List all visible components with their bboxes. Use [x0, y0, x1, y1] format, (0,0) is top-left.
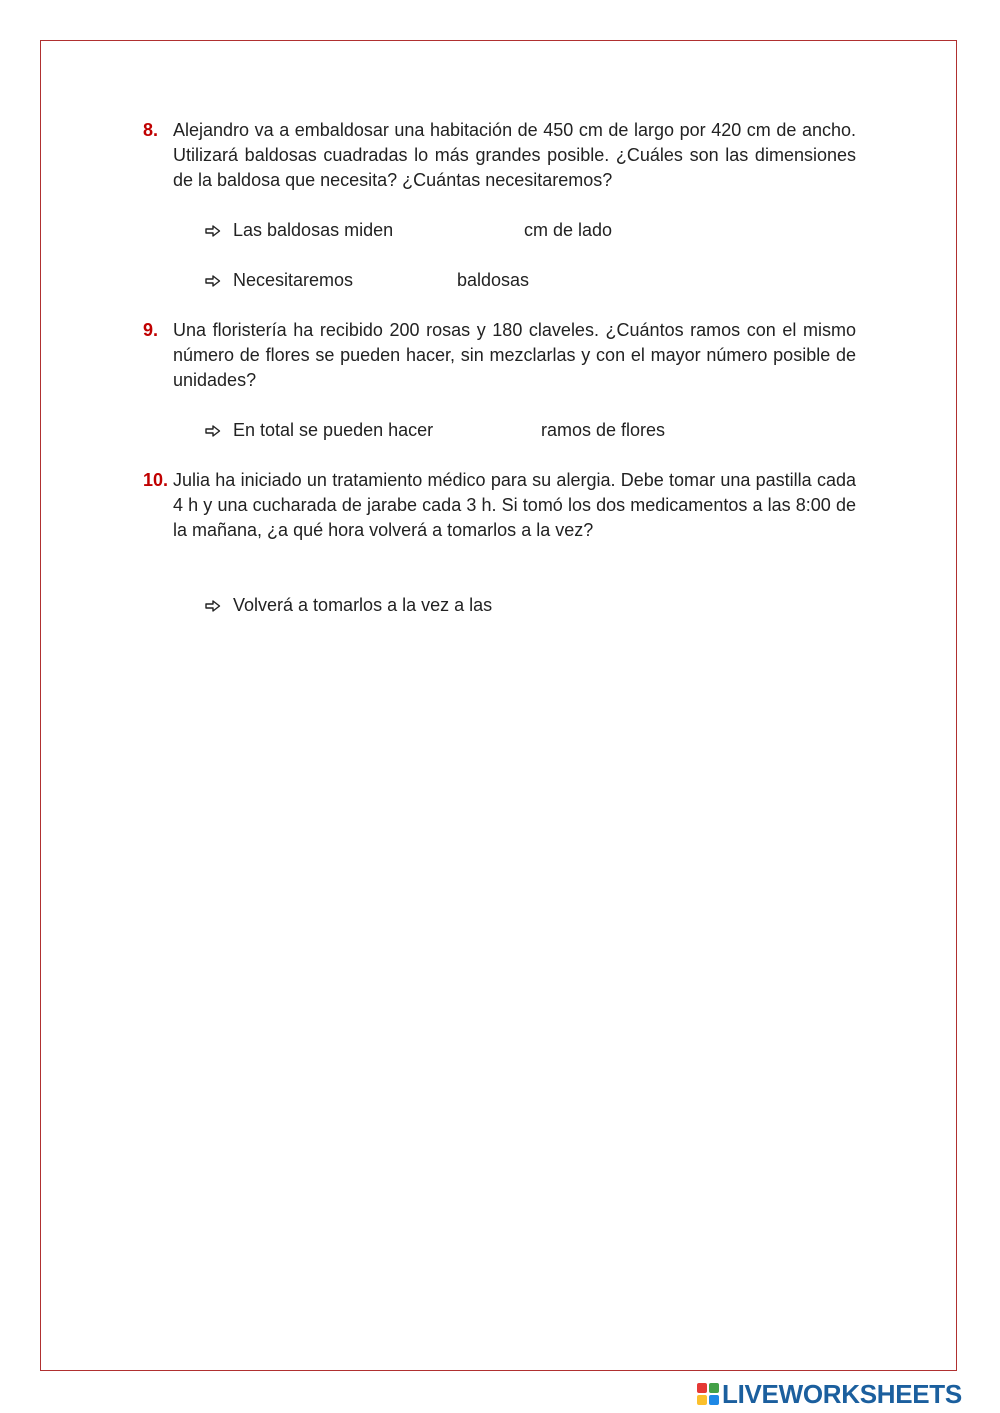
answer-prefix: Volverá a tomarlos a la vez a las [233, 595, 493, 615]
arrow-right-icon [205, 593, 221, 618]
question-9 [143, 318, 856, 393]
answer-suffix: baldosas [457, 270, 530, 290]
answer-prefix: En total se pueden hacer [233, 420, 434, 440]
question-8 [143, 118, 856, 193]
answer-prefix: Las baldosas miden [233, 220, 394, 240]
logo-text: LIVEWORKSHEETS [722, 1379, 962, 1409]
answer-suffix: ramos de flores [541, 420, 666, 440]
arrow-right-icon [205, 418, 221, 443]
arrow-right-icon [205, 268, 221, 293]
question-text: Alejandro va a embaldosar una habitación de 450 cm de largo por 420 cm de ancho. Utilizará baldosas cuadradas lo más grandes posible. ¿Cuáles son las dimensiones de la baldosa que necesita? ¿Cuántas necesitaremos? [173, 120, 856, 190]
answer-suffix: cm de lado [524, 220, 613, 240]
page-frame [40, 40, 957, 1371]
question-text: Julia ha iniciado un tratamiento médico para su alergia. Debe tomar una pastilla cada 4 h y una cucharada de jarabe cada 3 h. Si tomó los dos medicamentos a las 8:00 de la mañana, ¿a qué hora volverá a tomarlos a la vez? [173, 470, 856, 540]
logo-tiles-icon [697, 1383, 719, 1405]
answer-prefix: Necesitaremos [233, 270, 354, 290]
arrow-right-icon [205, 218, 221, 243]
question-10 [143, 468, 856, 543]
question-number: 10. [143, 470, 169, 490]
question-number: 9. [143, 320, 159, 340]
liveworksheets-logo [697, 1381, 997, 1407]
question-number: 8. [143, 120, 159, 140]
question-text: Una floristería ha recibido 200 rosas y 180 claveles. ¿Cuántos ramos con el mismo número de flores se pueden hacer, sin mezclarlas y con el mayor número posible de unidades? [173, 320, 856, 390]
